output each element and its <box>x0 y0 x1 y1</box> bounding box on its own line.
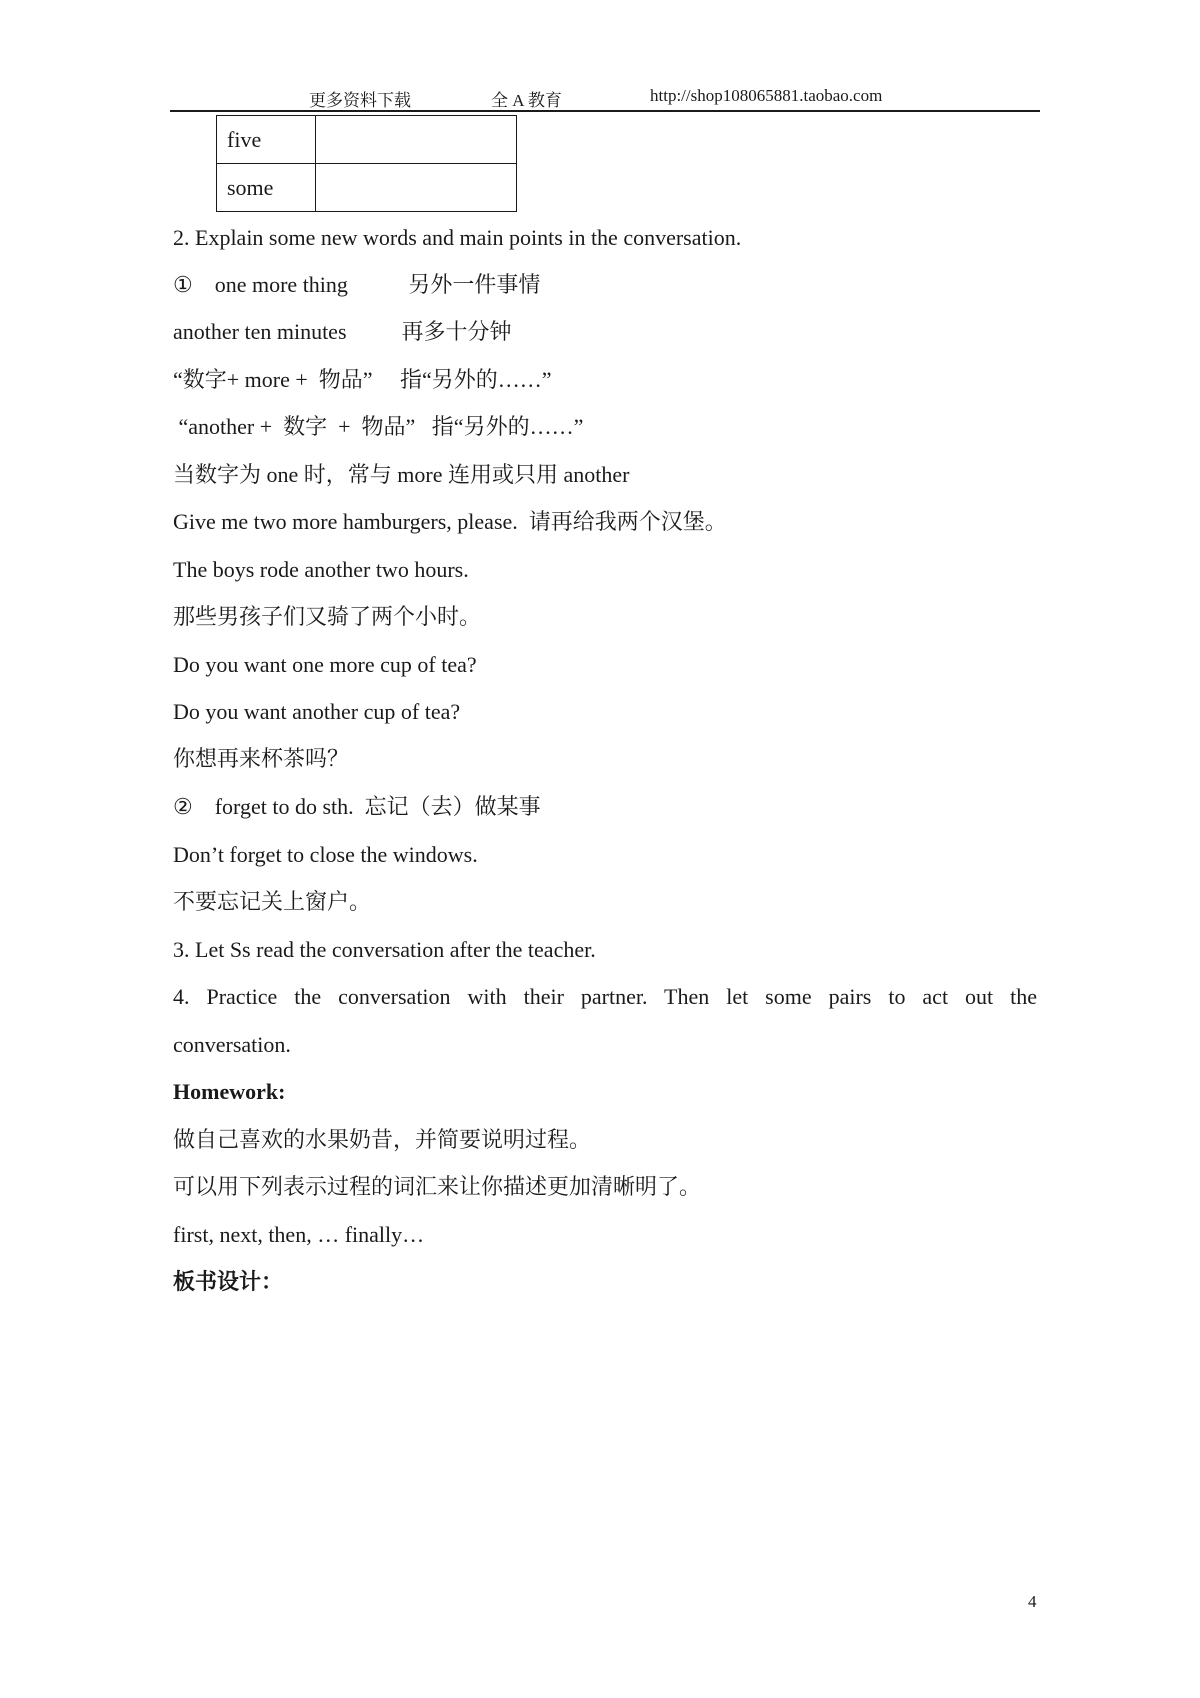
example-line: Do you want one more cup of tea? <box>173 652 477 677</box>
point-2-line: ② forget to do sth. 忘记（去）做某事 <box>173 794 541 819</box>
table-row <box>217 116 517 164</box>
board-design-heading: 板书设计： <box>173 1269 284 1294</box>
text-line: conversation. <box>173 1032 291 1057</box>
homework-heading: Homework: <box>173 1079 286 1104</box>
example-line: The boys rode another two hours. <box>173 557 469 582</box>
header-url: http://shop108065881.taobao.com <box>650 86 883 105</box>
step-4-line: 4. Practice the conversation with their partner. Then let some pairs to act out the <box>173 984 1037 1009</box>
header-brand: 全 A 教育 <box>491 91 562 110</box>
table-cell <box>316 164 517 212</box>
table-cell: some <box>217 164 316 212</box>
sequence-words-line: first, next, then, … finally… <box>173 1222 425 1247</box>
page-number: 4 <box>1028 1592 1037 1611</box>
step-2-heading: 2. Explain some new words and main points in the conversation. <box>173 225 742 250</box>
text-line: “数字+ more + 物品” 指“另外的……” <box>173 367 552 392</box>
translation-line: 那些男孩子们又骑了两个小时。 <box>173 604 482 629</box>
example-line: Do you want another cup of tea? <box>173 699 461 724</box>
text-line: “another + 数字 + 物品” 指“另外的……” <box>173 414 584 439</box>
homework-line: 可以用下列表示过程的词汇来让你描述更加清晰明了。 <box>173 1174 702 1199</box>
table-row <box>217 164 517 212</box>
example-line: Give me two more hamburgers, please. 请再给我两个汉堡。 <box>173 509 727 534</box>
translation-line: 你想再来杯茶吗？ <box>173 746 350 771</box>
step-3-line: 3. Let Ss read the conversation after the teacher. <box>173 937 596 962</box>
page-header <box>0 86 1200 110</box>
text-line: another ten minutes 再多十分钟 <box>173 319 512 344</box>
header-divider <box>170 110 1040 112</box>
point-1-line: ① one more thing 另外一件事情 <box>173 272 541 297</box>
header-download-text: 更多资料下载 <box>309 91 411 110</box>
translation-line: 不要忘记关上窗户。 <box>173 889 372 914</box>
table-cell <box>316 116 517 164</box>
homework-line: 做自己喜欢的水果奶昔，并简要说明过程。 <box>173 1127 592 1152</box>
example-line: Don’t forget to close the windows. <box>173 842 478 867</box>
table-cell: five <box>217 116 316 164</box>
word-table <box>216 115 517 212</box>
text-line: 当数字为 one 时，常与 more 连用或只用 another <box>173 462 630 487</box>
